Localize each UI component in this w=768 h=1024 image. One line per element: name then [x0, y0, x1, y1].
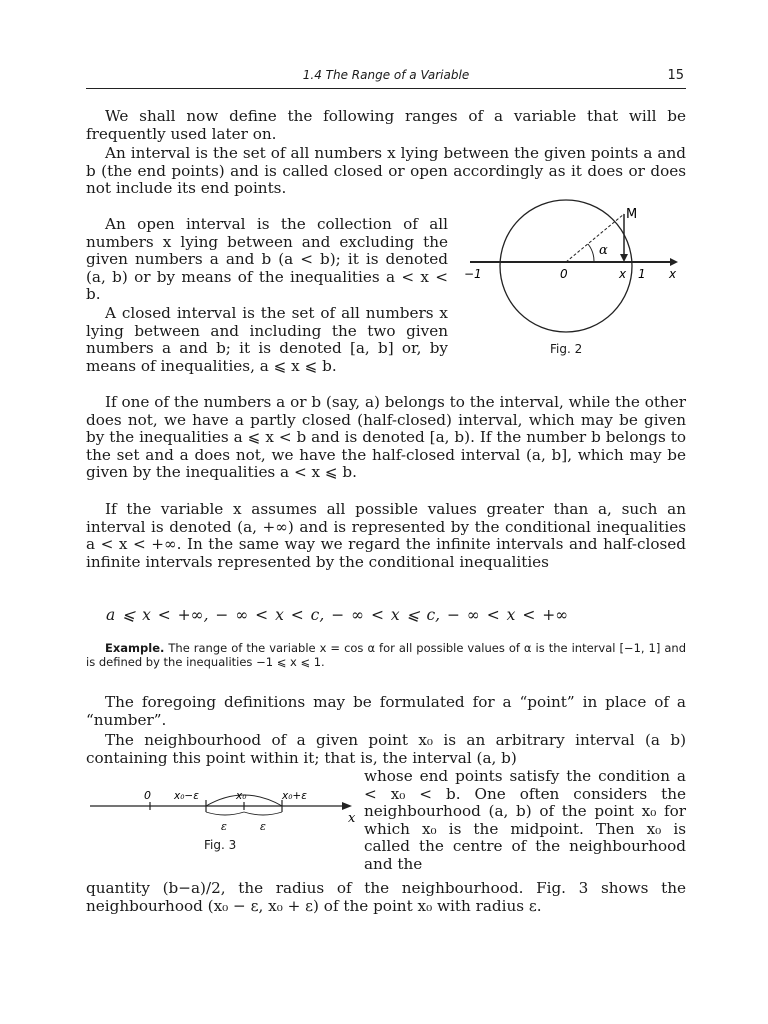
x-axis-arrow	[670, 258, 678, 266]
displayed-inequalities: a ⩽ x < +∞, − ∞ < x < c, − ∞ < x ⩽ c, − ∞ < x < +∞	[106, 606, 569, 624]
paragraph-point	[86, 694, 686, 729]
label-m: M	[626, 207, 638, 222]
label-x-point: x	[619, 267, 627, 281]
example-label: Example.	[105, 641, 165, 655]
paragraph-neighbourhood	[86, 732, 686, 767]
label-one: 1	[638, 267, 646, 281]
section-title: 1.4 The Range of a Variable	[302, 68, 470, 82]
paragraph-interval-definition	[86, 145, 686, 198]
label-origin: 0	[144, 789, 151, 802]
paragraph-text: If one of the numbers a or b (say, a) belongs to the interval, while the other does not, we have a partly closed (half-closed) interval, which may be given by the inequalities a ⩽ x < b and is denoted [a, b). If the number b belongs to the set and a does not, we have the half-closed interval (a, b], which may be given by the inequalities a < x ⩽ b.	[86, 393, 686, 482]
paragraph-open-interval	[86, 216, 448, 304]
brace-right	[244, 812, 282, 815]
example-block	[86, 641, 686, 669]
unit-circle	[500, 200, 632, 332]
figure-2	[464, 196, 690, 364]
angle-arc	[588, 244, 594, 262]
unit-circle-diagram	[464, 196, 690, 364]
label-left-end: x₀−ε	[174, 790, 199, 802]
label-minus-one: −1	[464, 267, 482, 281]
label-center: x₀	[236, 790, 247, 802]
label-eps-right: ε	[260, 820, 266, 833]
paragraph-neighbourhood-continued	[364, 768, 686, 874]
paragraph-text: An open interval is the collection of all numbers x lying between and excluding the given numbers a and b (a < b); it is denoted (a, b) or by means of the inequalities a < x < b.	[86, 215, 448, 304]
projection-arrow	[620, 254, 628, 262]
figure-2-caption: Fig. 2	[550, 342, 583, 356]
brace-left	[206, 812, 244, 815]
label-right-end: x₀+ε	[282, 790, 307, 802]
neighbourhood-diagram	[86, 782, 356, 842]
paragraph-text: An interval is the set of all numbers x lying between the given points a and b (the end points) and is called closed or open accordingly as it does or does not include its end points.	[86, 144, 686, 198]
example-text: The range of the variable x = cos α for all possible values of α is the interval [−1, 1] and is defined by the inequalities −1 ⩽ x ⩽ 1.	[86, 641, 687, 669]
paragraph-text: We shall now define the following ranges of a variable that will be frequently used later on.	[86, 107, 686, 143]
label-x-axis: x	[348, 811, 356, 826]
paragraph-text: The neighbourhood of a given point x₀ is an arbitrary interval (a b) containing this point within it; that is, the interval (a, b)	[86, 731, 686, 767]
label-x-axis: x	[669, 267, 677, 281]
paragraph-text: quantity (b−a)/2, the radius of the neighbourhood. Fig. 3 shows the neighbourhood (x₀ − ε, x₀ + ε) of the point x₀ with radius ε.	[86, 879, 686, 915]
paragraph-text: The foregoing definitions may be formulated for a “point” in place of a “number”.	[86, 693, 686, 729]
paragraph-closed-interval	[86, 305, 448, 375]
paragraph-half-closed	[86, 394, 686, 482]
figure-3	[86, 782, 356, 856]
paragraph-text: If the variable x assumes all possible values greater than a, such an interval is denoted (a, +∞) and is represented by the conditional inequalities a < x < +∞. In the same way we regard the infinite intervals and half-closed infinite intervals represented by the conditional inequalities	[86, 500, 686, 571]
label-eps-left: ε	[221, 820, 227, 833]
running-header	[86, 66, 686, 89]
paragraph-intro	[86, 108, 686, 143]
paragraph-infinite-intervals	[86, 501, 686, 571]
paragraph-neighbourhood-end	[86, 880, 686, 915]
label-alpha: α	[599, 243, 608, 258]
figure-3-caption: Fig. 3	[204, 838, 237, 852]
paragraph-text: A closed interval is the set of all numbers x lying between and including the two given numbers a and b; it is denoted [a, b] or, by means of inequalities, a ⩽ x ⩽ b.	[86, 304, 448, 375]
number-line-arrow	[342, 802, 352, 810]
paragraph-text: whose end points satisfy the condition a < x₀ < b. One often considers the neighbourhood (a, b) of the point x₀ for which x₀ is the midpoint. Then x₀ is called the centre of the neighbourhood and the	[364, 767, 686, 873]
page-number: 15	[667, 68, 684, 83]
label-zero: 0	[560, 267, 568, 281]
